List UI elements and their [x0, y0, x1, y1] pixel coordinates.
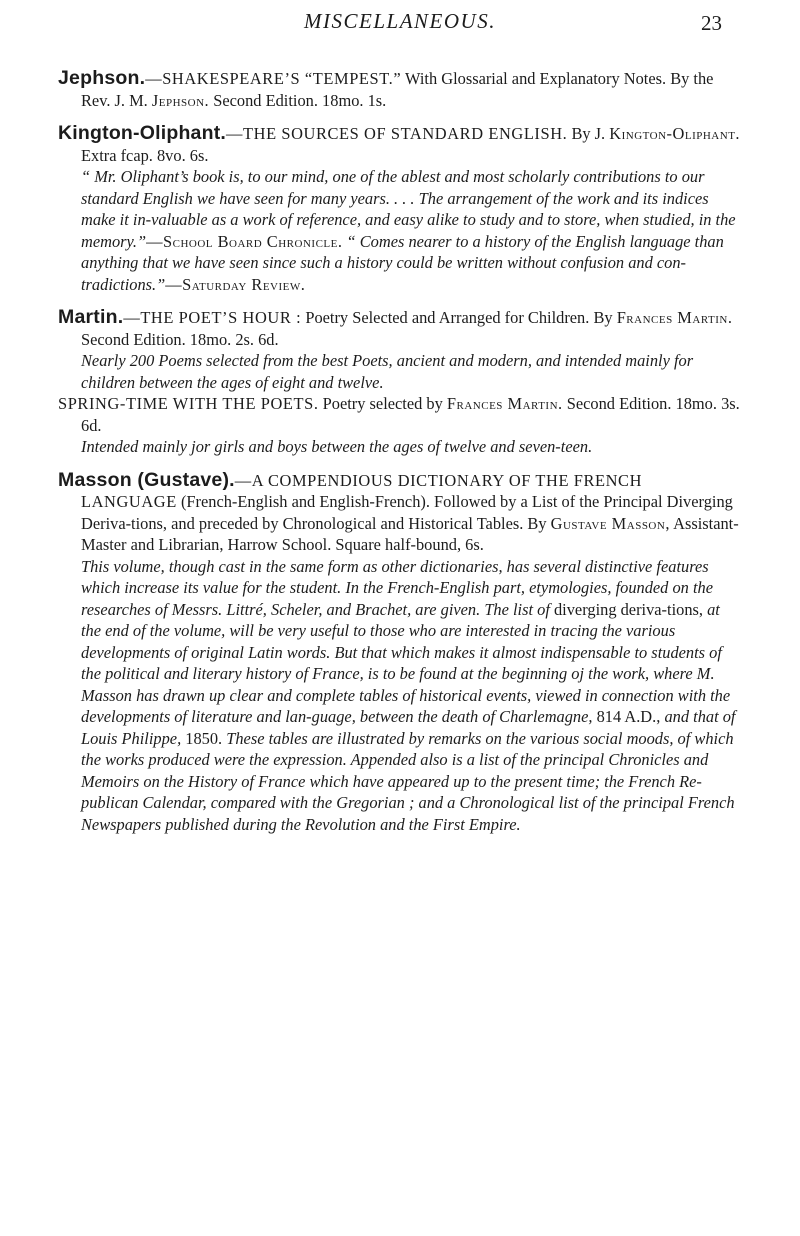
entry-description: By J. — [567, 124, 610, 143]
paragraph-text: These tables are illustrated by remarks on the various social moods, of which the works produced were the expression. Appended also is a list of the principal Chronicles and Memoirs on the History of France which have appeared up to the present time; the French Re-publican Calendar, compared with the Gregorian ; and a Chronological list of the principal French Newspapers published during the Revolution and the First Empire. — [81, 728, 735, 834]
sub-entry-author-name: Frances Martin. — [446, 394, 563, 413]
entry-author: Jephson. — [58, 67, 146, 89]
entry-description: With Glossarial and Explanatory Notes. By the Rev. J. M. — [81, 69, 714, 110]
sub-entry-description: Poetry selected by — [318, 394, 447, 413]
sub-entry-note: Intended mainly jor girls and boys between the ages of twelve and seven-teen. — [81, 437, 593, 456]
entry-edition: Extra fcap. 8vo. 6s. — [81, 145, 209, 165]
entry-author: Masson (Gustave). — [58, 468, 235, 491]
sub-entry-edition: Second Edition. 18mo. 3s. 6d. — [81, 394, 740, 435]
review-source: —Saturday Review. — [165, 274, 306, 294]
entry-author-name: Jephson. — [151, 90, 210, 110]
running-head: MISCELLANEOUS. — [304, 9, 496, 33]
review-quotes — [58, 166, 740, 295]
paragraph-text: This volume, though cast in the same form as other dictionaries, has several distinctive features which increase its value for the student. In the French-English part, etymologies, founded on the researches of Messrs. Littré, Scheler, and Brachet, are given. The list of — [81, 556, 713, 619]
entry-author: Kington-Oliphant. — [58, 122, 227, 144]
entry-heading — [58, 470, 740, 556]
entry-author-name: Kington-Oliphant. — [609, 124, 741, 143]
entry-kington-oliphant — [58, 123, 740, 295]
entry-description: Poetry Selected and Arranged for Children. By — [301, 308, 617, 327]
entry-martin — [58, 307, 740, 458]
entry-author: Martin. — [58, 306, 124, 328]
entry-title: —A COMPENDIOUS DICTIONARY OF THE FRENCH LANGUAGE — [81, 470, 643, 511]
entry-description: (French-English and English-French). Followed by a List of the Principal Diverging Deriva-tions, and preceded by Chronological and Historical Tables. By — [81, 492, 733, 533]
entry-masson — [58, 470, 740, 836]
review-quote: “ Comes nearer to a history of the English language than anything that we have seen since such a history could be written without confusion and con-tradictions.” — [81, 231, 724, 294]
paragraph-text: diverging deriva-tions, — [549, 599, 708, 619]
entry-heading — [58, 68, 740, 111]
entry-heading — [58, 307, 740, 350]
catalogue-entries — [58, 68, 740, 847]
entry-edition: Second Edition. 18mo. 1s. — [209, 90, 387, 110]
entry-title: —THE POET’S HOUR : — [123, 308, 302, 327]
entry-title: —SHAKESPEARE’S “TEMPEST.” — [145, 69, 402, 88]
sub-entry-heading — [58, 393, 740, 436]
entry-edition: Second Edition. 18mo. 2s. 6d. — [81, 329, 279, 349]
entry-title: —THE SOURCES OF STANDARD ENGLISH. — [226, 124, 568, 143]
review-source: —School Board Chronicle. — [146, 231, 343, 251]
entry-heading — [58, 123, 740, 166]
entry-description-paragraph — [58, 556, 740, 836]
review-quote: “ Mr. Oliphant’s book is, to our mind, one of the ablest and most scholarly contributions to our standard English we have seen for many years. . . . The arrangement of the work and its indices make it in-valuable as a work of reference, and easy alike to study and to store, when studied, in the memory.” — [81, 167, 736, 251]
paragraph-text: 1850. — [181, 728, 227, 748]
entry-author-name: Gustave Masson, — [550, 513, 670, 533]
entry-note: Nearly 200 Poems selected from the best Poets, ancient and modern, and intended mainly for children between the ages of eight and twelve. — [81, 351, 694, 392]
entry-author-name: Frances Martin. — [616, 308, 733, 327]
entry-jephson — [58, 68, 740, 111]
entry-edition: Assistant-Master and Librarian, Harrow School. Square half-bound, 6s. — [81, 513, 739, 554]
paragraph-text: 814 A.D., — [592, 707, 665, 726]
page-number: 23 — [701, 11, 722, 35]
paragraph-text: at the end of the volume, will be very useful to those who are interested in tracing the various developments of original Latin words. But that which makes it almost indispensable to students of the political and literary history of France, is to be found at the beginning oj the work, where M. Masson has drawn up clear and complete tables of historical events, viewed in connection with the developments of literature and lan-guage, between the death of Charlemagne, — [81, 599, 731, 726]
paragraph-text: and that of Louis Philippe, — [81, 707, 736, 748]
sub-entry-title: SPRING-TIME WITH THE POETS. — [58, 394, 319, 413]
